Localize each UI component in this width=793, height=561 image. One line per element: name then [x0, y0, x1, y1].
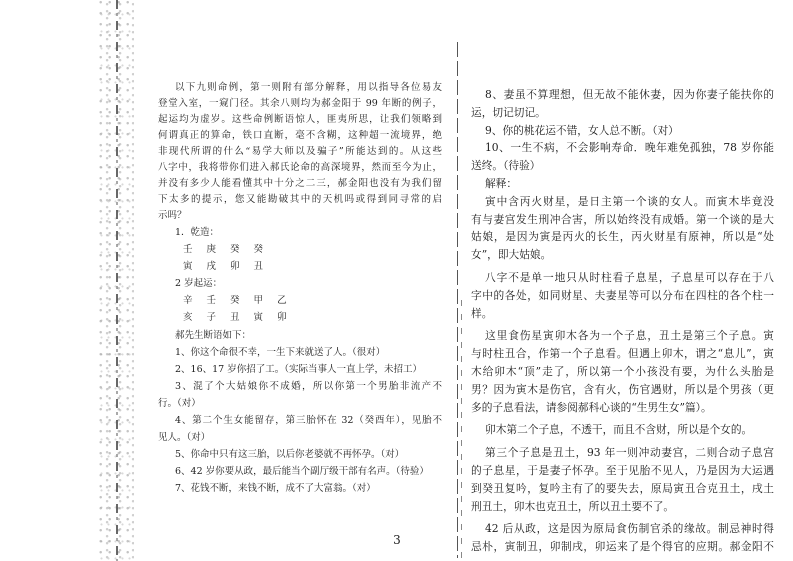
explanation-line: 女”，即大姑娘。	[471, 248, 552, 262]
explanation-line: 多的子息看法，请参阅郝科心谈的“生男生女”篇）。	[471, 400, 712, 414]
left-page	[158, 80, 442, 498]
explanation-line: 卯木第二个子息，不透干，而且不含财，所以是个女的。	[485, 423, 753, 437]
verdict-line: 送终。（待验）	[471, 159, 541, 173]
explanation-line: 木给卯木“顶”走了，所以第一个小孩没有要，为什么头胎是	[471, 364, 774, 378]
natal-branches: 寅 戌 卯 丑	[183, 261, 264, 273]
explanation-line: 样。	[471, 306, 493, 320]
explanation-line: 42 后从政，这是因为原局食伤制官杀的缘故。制忌神时得	[485, 522, 774, 536]
explanation-line: 姑娘，是因为寅是丙火的长生，丙火财星有原神，所以是“处	[471, 230, 774, 244]
explanation-line: 到癸丑复吟，复吟主有了的要失去，原局寅丑合克丑土，戌土	[471, 481, 774, 495]
natal-stems: 壬 庚 癸 癸	[183, 244, 264, 256]
verdict-line: 行。（对）	[158, 397, 201, 409]
intro-line: 下太多的提示，您又能勘破其中的天机吗或得到同寻常的启	[158, 194, 442, 205]
page-number: 3	[393, 533, 401, 547]
book-spine-line	[457, 42, 458, 558]
verdict-line: 2、16、17 岁你招了工。（实际当事人一直上学，未招工）	[175, 363, 422, 375]
verdict-line: 6、42 岁你要从政，最后能当个副厅级干部有名声。（待验）	[175, 466, 429, 478]
case-label: 1．乾造：	[175, 227, 220, 238]
verdict-line: 8、妻虽不算理想，但无故不能休妻，因为你妻子能扶你的	[485, 88, 774, 101]
luck-stems: 辛 壬 癸 甲 乙	[183, 295, 287, 307]
intro-line: 何谓真正的算命，铁口直断，毫不含糊，这种超一流境界，绝	[158, 130, 442, 141]
intro-line: 登堂入室，一窥门径。其余八则均为郝金阳于 99 年断的例子，	[158, 98, 442, 109]
verdict-line: 5、你命中只有这三胎，以后你老婆就不再怀孕。（对）	[175, 449, 405, 461]
verdict-line: 4、第二个生女能留存，第三胎怀在 32（癸酉年），见胎不	[175, 415, 442, 427]
intro-line: 并没有多少人能看懂其中十分之二三，郝金阳也没有为我们留	[158, 178, 442, 189]
explanation-line: 的子息星，于是妻子怀孕。至于见胎不见人，乃是因为大运遇	[471, 463, 774, 477]
verdict-heading: 郝先生断语如下：	[175, 329, 252, 341]
intro-line: 非现代所谓的什么“易学大师以及骗子”所能达到的。从这些	[158, 146, 442, 157]
intro-line: 八字中，我将带你们进入郝氏论命的高深境界，然而至今为止，	[158, 162, 442, 173]
intro-line: 以下九则命例，第一则附有部分解释，用以指导各位易友	[175, 82, 442, 93]
verdict-line: 9、你的桃花运不错，女人总不断。（对）	[485, 123, 679, 137]
verdict-line: 1、你这个命很不幸，一生下来就送了人。（很对）	[175, 346, 386, 358]
verdict-line: 见人。（对）	[158, 432, 211, 444]
explanation-line: 与时柱丑合，作第一个子息看。但遇上卯木，谓之“息儿”，寅	[471, 347, 774, 361]
explanation-heading: 解释：	[485, 176, 518, 190]
right-page	[471, 86, 774, 556]
explanation-line: 有与妻宫发生刑冲合害，所以始终没有成婚。第一个谈的是大	[471, 212, 774, 226]
explanation-line: 寅中含丙火财星，是日主第一个谈的女人。而寅木毕竟没	[485, 194, 774, 208]
explanation-line: 第三个子息是丑土，93 年一则冲动妻宫，二则合动子息宫	[485, 446, 774, 460]
explanation-line: 刑丑土，卯木也克丑土，所以丑土要不了。	[471, 499, 675, 513]
verdict-line: 7、花钱不断，来钱不断，成不了大富翁。（对）	[175, 483, 376, 495]
explanation-line: 字中的各处，如同财星、夫妻星等可以分布在四柱的各个柱一	[471, 288, 774, 302]
verdict-line: 运，切记切记。	[471, 105, 546, 119]
verdict-line: 10、一生不病，不会影响寿命．晚年难免孤独，78 岁你能	[485, 141, 774, 155]
explanation-line: 八字不是单一地只从时柱看子息星，子息星可以存在于八	[485, 270, 774, 284]
book-spine-shadow	[461, 300, 462, 558]
verdict-line: 3、混了个大姑娘你不成婚，所以你第一个男胎非流产不	[175, 380, 442, 392]
intro-line: 起运均为虚岁。这些命例断语惊人，匪夷所思，让我们领略到	[158, 114, 442, 125]
explanation-line: 这里食伤星寅卯木各为一个子息，丑土是第三个子息。寅	[485, 329, 774, 343]
scan-edge-line	[116, 0, 118, 561]
explanation-line: 忌朴，寅制丑，卯制戌，卯运来了是个得官的应期。郝金阳不	[471, 540, 774, 554]
luck-branches: 亥 子 丑 寅 卯	[183, 312, 287, 324]
luck-start-label: 2 岁起运：	[175, 278, 223, 290]
intro-line: 示吗？	[158, 210, 187, 221]
explanation-line: 男？因为寅木是伤官，含有火，伤官遇财，所以是个男孩（更	[471, 382, 774, 396]
